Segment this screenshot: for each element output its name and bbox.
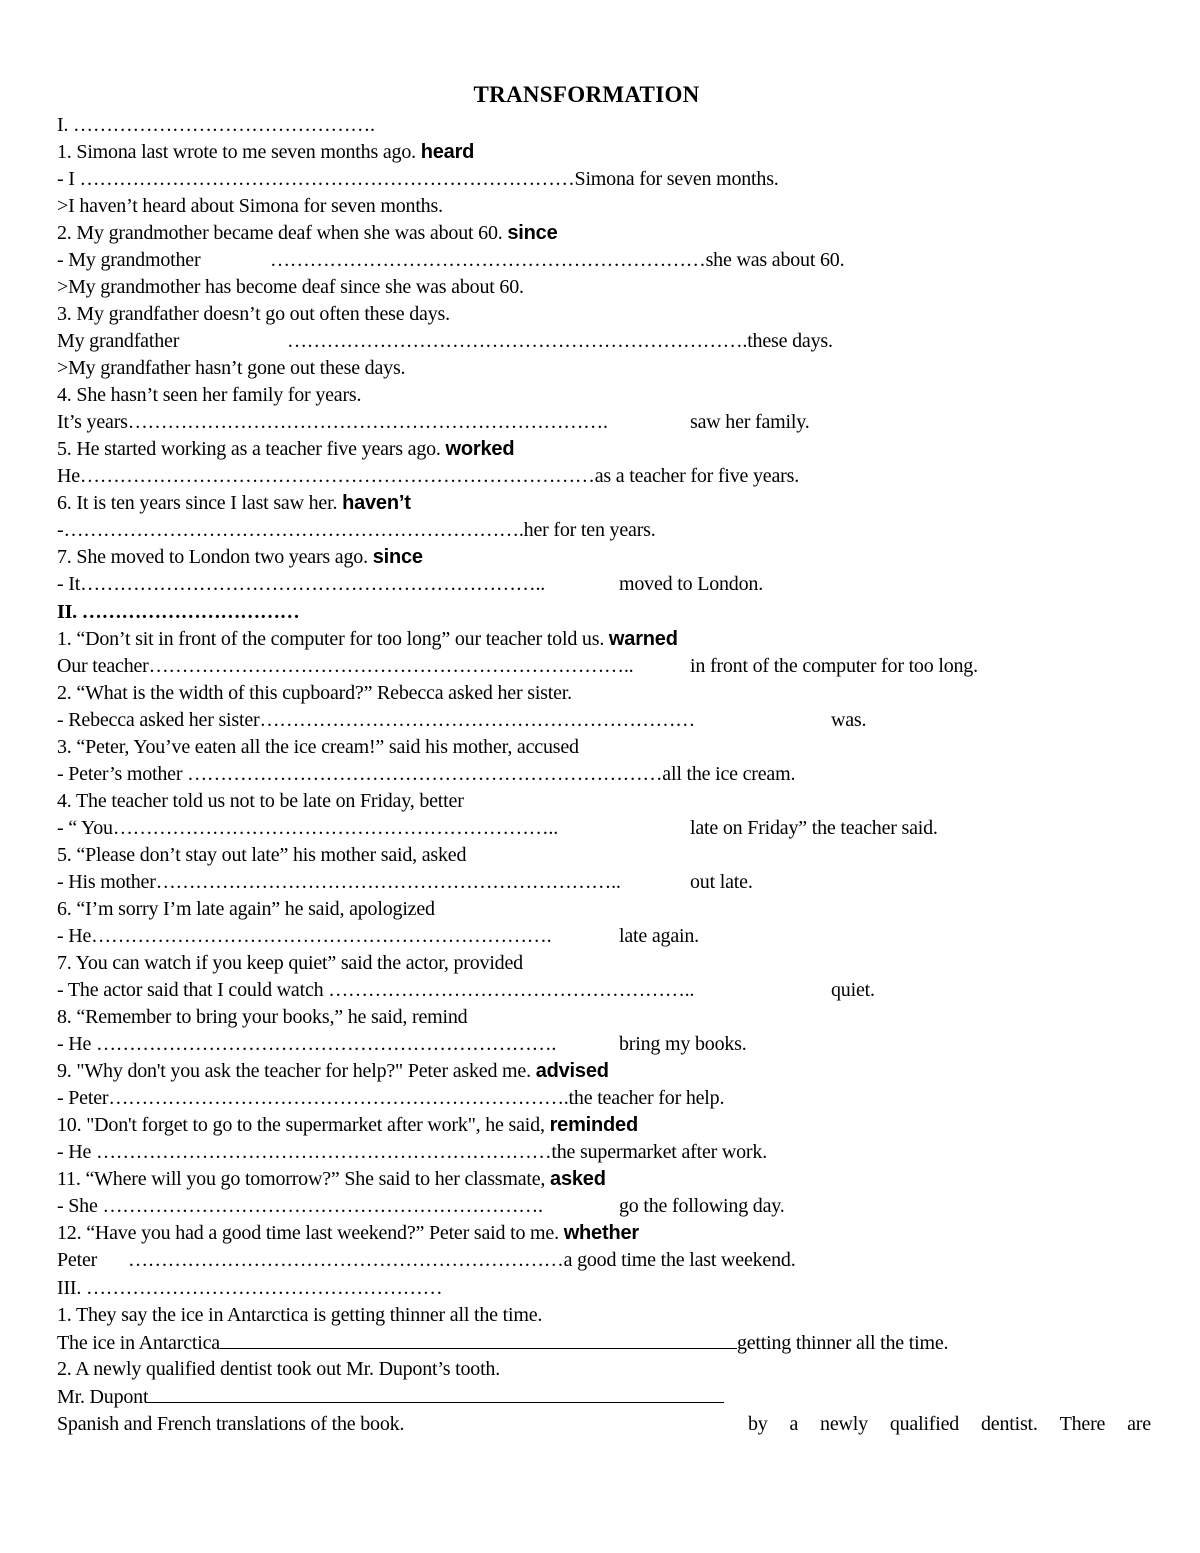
s1-q3-answer: My grandfather …………………………………………………………….these days. xyxy=(57,330,833,352)
s1-q4-answer: It’s years………………………………………………………………. saw her family. xyxy=(57,411,810,433)
s2-q4-question: 4. The teacher told us not to be late on Friday, better xyxy=(57,790,464,812)
s2-q12-question: 12. “Have you had a good time last weekend?” Peter said to me. whether xyxy=(57,1222,639,1244)
s2-q5-answer: - His mother…………………………………………………………….. out late. xyxy=(57,871,753,893)
keyword: since xyxy=(372,546,423,568)
s3-q2-answer: Mr. Dupont by a newly qualified dentist. There are xyxy=(57,1383,1151,1410)
keyword: advised xyxy=(535,1060,609,1082)
s1-q1-answer: - I …………………………………………………………………Simona for seven months. xyxy=(57,168,779,190)
s2-q10-answer: - He ……………………………………………………………the supermarket after work. xyxy=(57,1141,767,1163)
keyword: warned xyxy=(608,628,678,650)
s2-q6-answer: - He……………………………………………………………. late again. xyxy=(57,925,699,947)
s2-q8-question: 8. “Remember to bring your books,” he said, remind xyxy=(57,1006,468,1028)
s2-q4-answer: - “ You………………………………………………………….. late on Friday” the teacher said. xyxy=(57,817,938,839)
s1-q3-question: 3. My grandfather doesn’t go out often these days. xyxy=(57,303,450,325)
s1-q2-question: 2. My grandmother became deaf when she was about 60. since xyxy=(57,222,558,244)
s2-q9-question: 9. "Why don't you ask the teacher for help?" Peter asked me. advised xyxy=(57,1060,609,1082)
s2-q3-question: 3. “Peter, You’ve eaten all the ice cream!” said his mother, accused xyxy=(57,736,579,758)
s1-q5-answer: He……………………………………………………………………as a teacher for five years. xyxy=(57,465,799,487)
keyword: worked xyxy=(445,438,515,460)
s1-q7-question: 7. She moved to London two years ago. since xyxy=(57,546,423,568)
s2-q8-answer: - He ……………………………………………………………. bring my books. xyxy=(57,1033,747,1055)
keyword: whether xyxy=(563,1222,639,1244)
s1-q4-question: 4. She hasn’t seen her family for years. xyxy=(57,384,362,406)
section-3-heading: III. ……………………………………………… xyxy=(57,1277,443,1299)
s1-q2-answer: - My grandmother …………………………………………………………she was about 60. xyxy=(57,249,845,271)
s2-q12-answer: Peter …………………………………………………………a good time the last weekend. xyxy=(57,1249,796,1271)
s3-q1-question: 1. They say the ice in Antarctica is getting thinner all the time. xyxy=(57,1304,543,1326)
s2-q6-question: 6. “I’m sorry I’m late again” he said, apologized xyxy=(57,898,435,920)
s1-q2-result: >My grandmother has become deaf since she was about 60. xyxy=(57,276,524,298)
keyword: haven’t xyxy=(342,492,411,514)
s2-q7-question: 7. You can watch if you keep quiet” said the actor, provided xyxy=(57,952,523,974)
s1-q6-question: 6. It is ten years since I last saw her. haven’t xyxy=(57,492,411,514)
worksheet-title: TRANSFORMATION xyxy=(473,82,700,107)
s2-q5-question: 5. “Please don’t stay out late” his mother said, asked xyxy=(57,844,467,866)
s2-q2-answer: - Rebecca asked her sister………………………………………………………… was. xyxy=(57,709,867,731)
section-1-heading: I. ………………………………………. xyxy=(57,114,375,136)
s2-q2-question: 2. “What is the width of this cupboard?” Rebecca asked her sister. xyxy=(57,682,572,704)
s3-q1-answer: The ice in Antarctica getting thinner all the time. xyxy=(57,1329,948,1356)
s1-q1-result: >I haven’t heard about Simona for seven months. xyxy=(57,195,443,217)
s1-q5-question: 5. He started working as a teacher five years ago. worked xyxy=(57,438,515,460)
keyword: heard xyxy=(420,141,475,163)
s2-q3-answer: - Peter’s mother ………………………………………………………………all the ice cream. xyxy=(57,763,796,785)
s2-q1-question: 1. “Don’t sit in front of the computer for too long” our teacher told us. warned xyxy=(57,628,678,650)
keyword: reminded xyxy=(549,1114,638,1136)
s3-q2-question: 2. A newly qualified dentist took out Mr. Dupont’s tooth. xyxy=(57,1358,501,1380)
s2-q7-answer: - The actor said that I could watch ……………………………………………….. quiet. xyxy=(57,979,875,1001)
s2-q9-answer: - Peter…………………………………………………………….the teacher for help. xyxy=(57,1087,725,1109)
keyword: asked xyxy=(550,1168,606,1190)
s1-q6-answer: -…………………………………………………………….her for ten years. xyxy=(57,519,656,541)
s1-q3-result: >My grandfather hasn’t gone out these days. xyxy=(57,357,406,379)
s2-q1-answer: Our teacher……………………………………………………………….. in front of the computer for too long. xyxy=(57,655,978,677)
s2-q11-question: 11. “Where will you go tomorrow?” She said to her classmate, asked xyxy=(57,1168,606,1190)
section-2-heading: II. …………………………… xyxy=(57,601,300,623)
s1-q7-answer: - It…………………………………………………………….. moved to London. xyxy=(57,573,764,595)
s2-q11-answer: - She …………………………………………………………. go the following day. xyxy=(57,1195,785,1217)
s2-q10-question: 10. "Don't forget to go to the supermarket after work", he said, reminded xyxy=(57,1114,638,1136)
s3-q2-answer-continued: Spanish and French translations of the book. xyxy=(57,1413,405,1435)
answer-blank xyxy=(220,1329,737,1349)
keyword: since xyxy=(507,222,558,244)
s1-q1-question: 1. Simona last wrote to me seven months ago. heard xyxy=(57,141,475,163)
s3-q2-answer-tail: by a newly qualified dentist. There are xyxy=(748,1413,1151,1435)
answer-blank xyxy=(148,1383,724,1403)
